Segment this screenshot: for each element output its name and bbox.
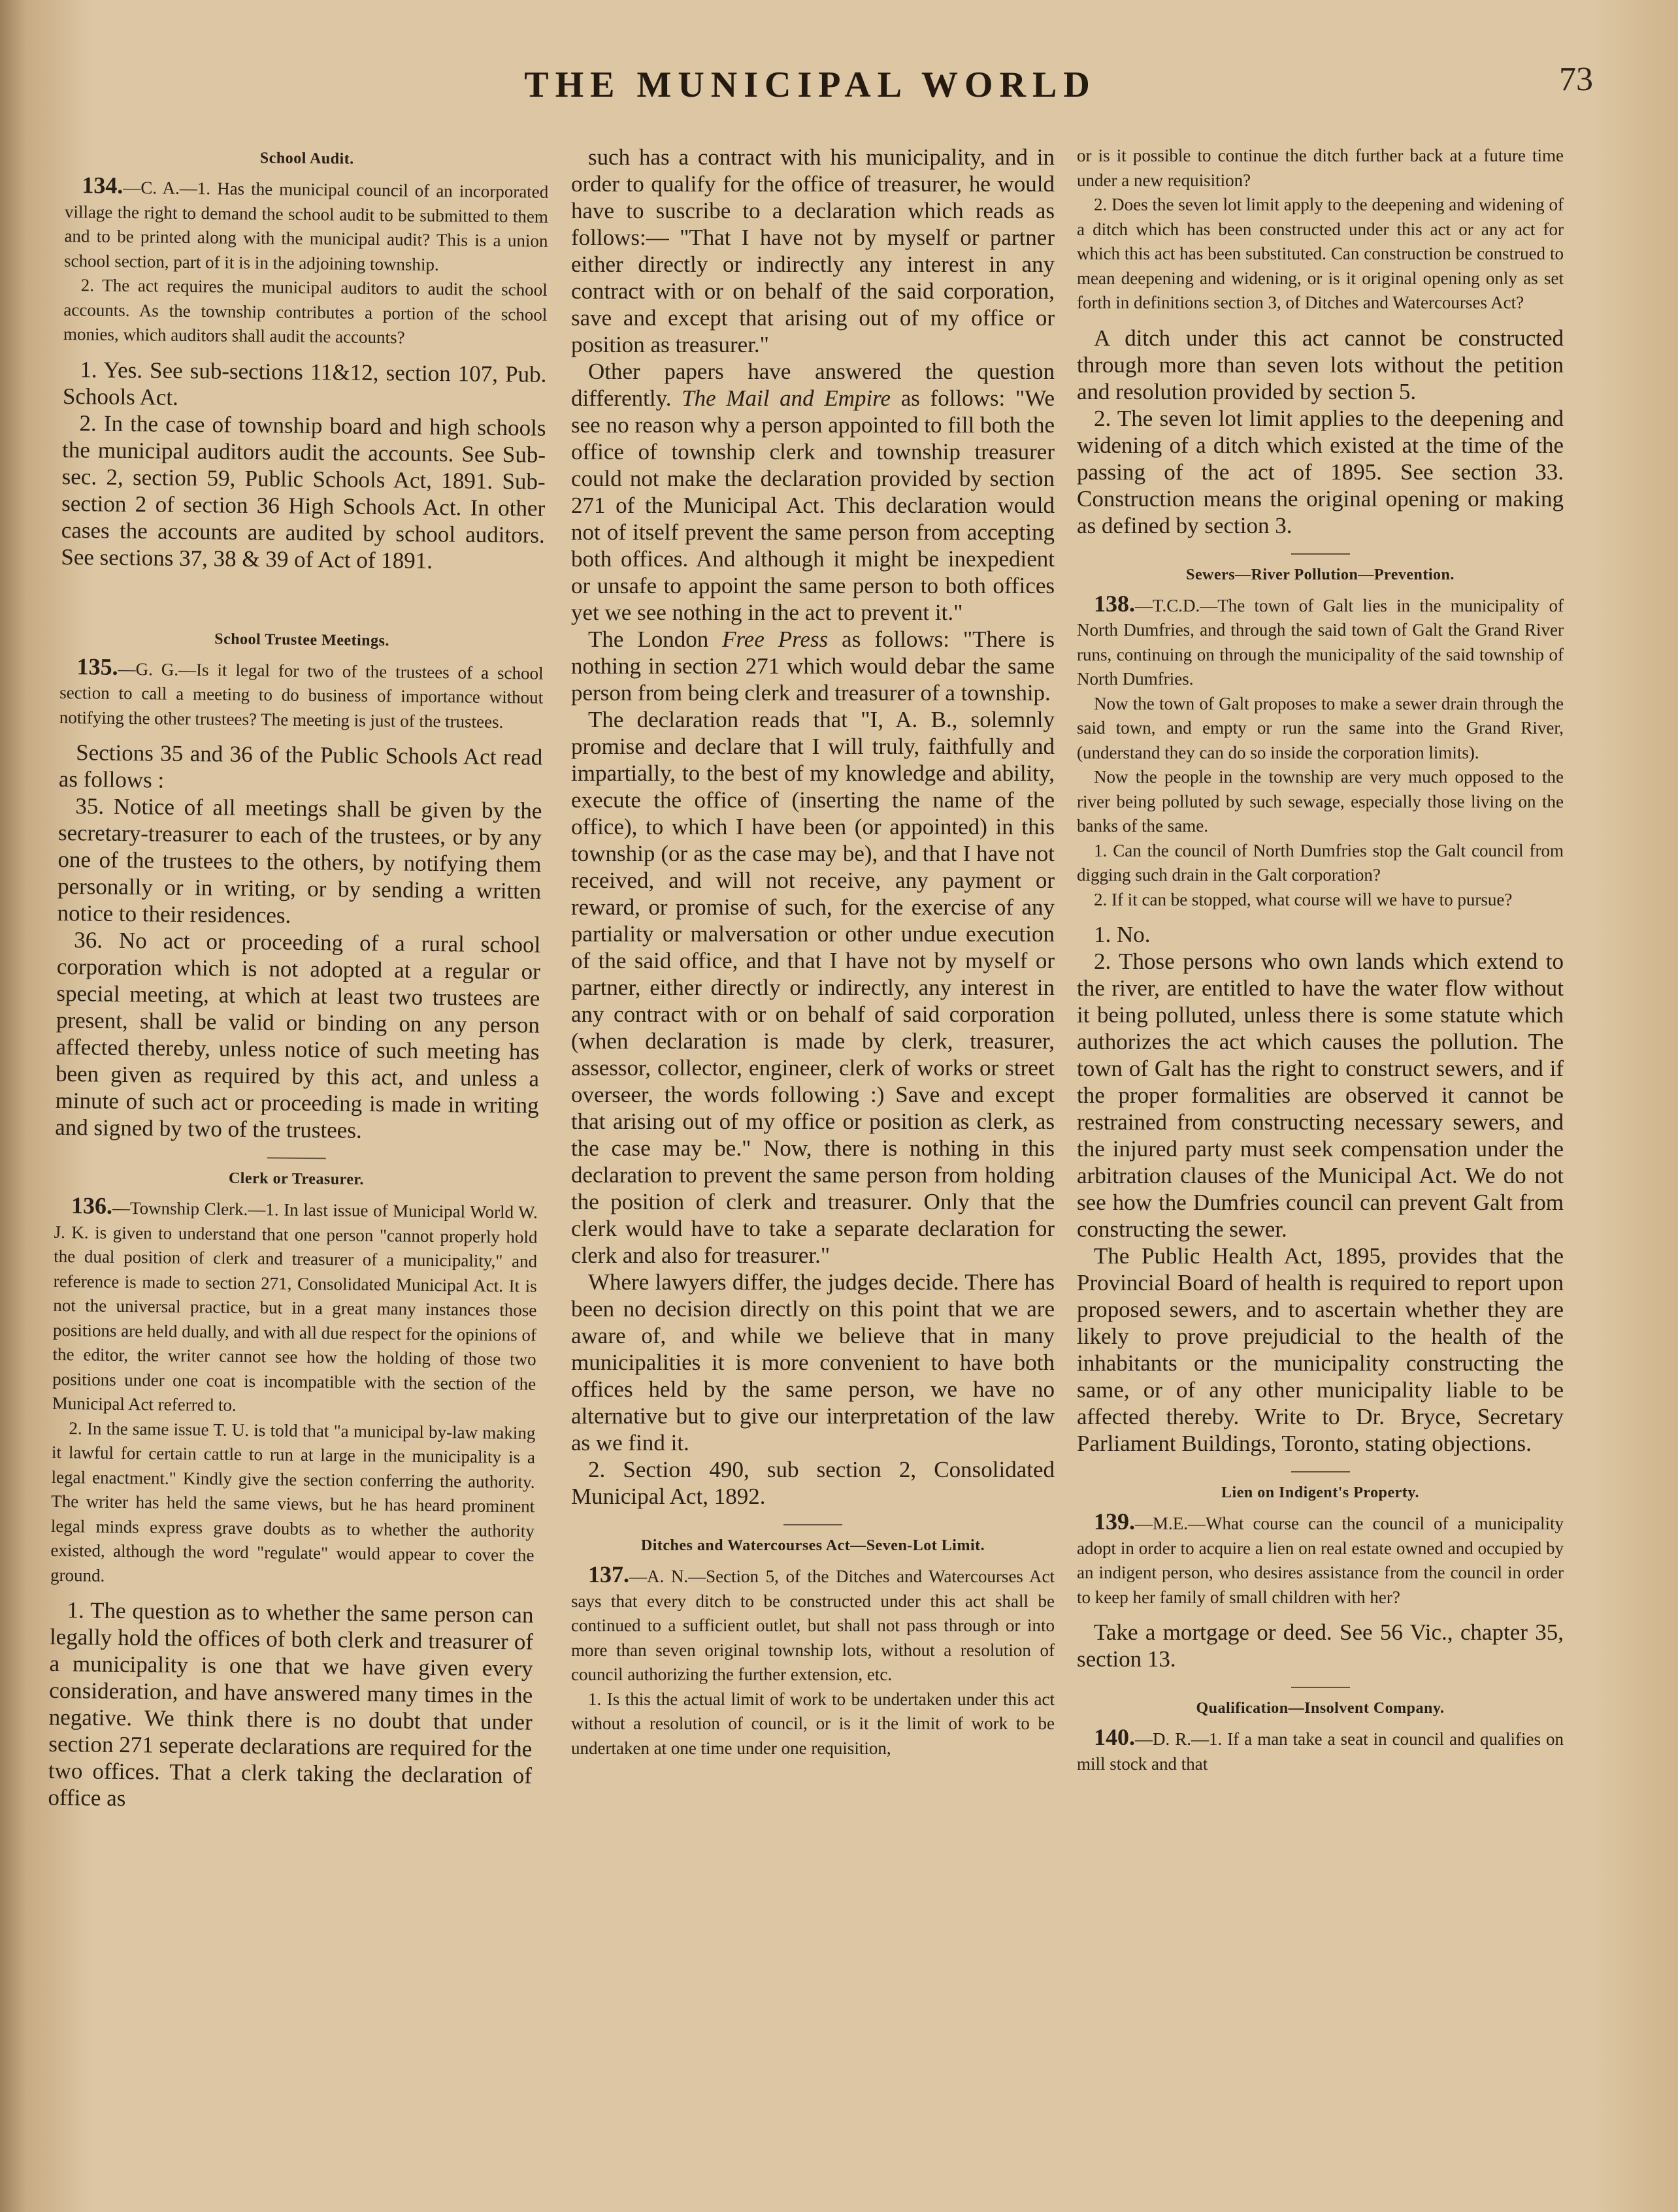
section-heading: Ditches and Watercourses Act—Seven-Lot Limit.: [640, 1537, 985, 1554]
question-text: —D. R.—1. If a man take a seat in council and qualifies on mill stock and that: [1077, 1729, 1564, 1774]
question-number: 135.: [76, 653, 118, 680]
question-text: —Township Clerk.—1. In last issue of Municipal World W. J. K. is given to understand that one person "cannot properly hold the dual position of clerk and treasurer of a municipality," and reference is made to section 271, Consolidated Municipal Act. It is not the universal practice, but in a great many instances those positions are held dually, and with all due respect for the opinions of the editor, the writer cannot see how the holding of those two positions under one coat is incompatible with the section of the Municipal Act referred to.: [52, 1197, 538, 1415]
section-heading: School Audit.: [259, 150, 354, 168]
question-140: [1077, 1725, 1564, 1776]
newspaper-title: The Mail and Empire: [682, 385, 891, 411]
section-heading: School Trustee Meetings.: [214, 630, 390, 649]
answer-text: A ditch under this act cannot be constructed through more than seven lots without the petition and resolution provided by section 5.: [1077, 325, 1564, 404]
question-text: —M.E.—What course can the council of a municipality adopt in order to acquire a lien on real estate owned and occupied by an indigent person, who desires assistance from the council in order to keep her family of small children with her?: [1077, 1514, 1564, 1607]
answer-text: 36. No act or proceeding of a rural school corporation which is not adopted at a regular or special meeting, at which at least two trustees are present, shall be valid or binding on any person affected thereby, unless notice of such meeting has been given as required by this act, and unless a minute of such act or proceeding is made in writing and signed by two of the trustees.: [55, 927, 541, 1143]
left-column: [44, 144, 549, 2191]
answer-text: 1. Yes. See sub-sections 11&12, section 107, Pub. Schools Act.: [62, 356, 547, 410]
question-136: [52, 1194, 538, 1421]
answer-text-run: as follows: "There is nothing in section 271 which would debar the same person from being clerk and treasurer of a township.: [571, 626, 1055, 706]
question-text: —G. G.—Is it legal for two of the trustees of a school section to call a meeting to do business of importance without notifying the other trustees? The meeting is just of the trustees.: [59, 659, 544, 732]
question-text: 2. If it can be stopped, what course will we have to pursue?: [1094, 889, 1513, 909]
page-number: 73: [1559, 61, 1593, 98]
answer-text: 1. The question as to whether the same person can legally hold the offices of both clerk and treasurer of a municipality is one that we have given every consideration, and have answered many times in the negative. We think there is no doubt that under section 271 seperate declarations are required for the two offices. That a clerk taking the declaration of office as: [48, 1597, 534, 1812]
question-text: 1. Is this the actual limit of work to be undertaken under this act without a resolution of council, or is it the limit of work to be undertaken at one time under one requisition,: [571, 1689, 1055, 1758]
question-135: [59, 654, 544, 734]
section-divider: [267, 1157, 326, 1159]
question-text: 2. The act requires the municipal auditors to audit the school accounts. As the township contributes a portion of the school monies, which auditors shall audit the accounts?: [63, 275, 548, 348]
section-divider: [1291, 1687, 1350, 1688]
answer-text: [571, 358, 1055, 626]
answer-text: 2. Those persons who own lands which extend to the river, are entitled to have the water flow without it being polluted, unless there is some statute which authorizes the act which causes the pollution. The town of Galt has the right to construct sewers, and if the proper formalities are observed it cannot be restrained from constructing necessary sewers, and the injured party must seek compensation under the arbitration clauses of the Municipal Act. We do not see how the Dumfries council can prevent Galt from constructing the sewer.: [1077, 949, 1564, 1242]
section-divider: [1291, 1471, 1350, 1472]
newspaper-title: Free Press: [722, 626, 829, 652]
answer-text-run: as follows: "We see no reason why a person appointed to fill both the office of township clerk and township treasurer could not make the declaration provided by section 271 of the Municipal Act. This declaration would not of itself prevent the same person from accepting both offices. And although it might be inexpedient or unsafe to appoint the same person to both offices yet we see nothing in the act to prevent it.": [571, 385, 1055, 625]
answer-text: such has a contract with his municipality, and in order to qualify for the office of treasurer, he would have to suscribe to a declaration which reads as follows:— "That I have not by myself or partner either directly or indirectly any interest in any contract with or on behalf of the said corporation, save and except that arising out of my office or position as treasurer.": [571, 144, 1055, 357]
section-divider: [1291, 553, 1350, 555]
running-head: [0, 61, 1678, 123]
masthead: THE MUNICIPAL WORLD: [524, 65, 1096, 105]
section-heading: Lien on Indigent's Property.: [1221, 1484, 1419, 1501]
question-text: —C. A.—1. Has the municipal council of an incorporated village the right to demand the school audit to be submitted to them and to be printed along with the municipal audit? This is a union school section, part of it is in the adjoining township.: [63, 177, 549, 274]
question-text: 2. Does the seven lot limit apply to the deepening and widening of a ditch which has been constructed under this act or any act for which this act has been substituted. Can construction be construed to mean deepening and widening, or is it original opening only as set forth in definitions section 3, of Ditches and Watercourses Act?: [1077, 195, 1564, 312]
section-divider: [783, 1524, 842, 1525]
question-text: 1. Can the council of North Dumfries stop the Galt council from digging such drain in the Galt corporation?: [1077, 840, 1564, 885]
answer-text: 2. Section 490, sub section 2, Consolidated Municipal Act, 1892.: [571, 1457, 1055, 1509]
question-text: —A. N.—Section 5, of the Ditches and Watercourses Act says that every ditch to be constructed under this act shall be continued to a sufficient outlet, but shall not pass through or into more than seven original township lots, without a resolution of council authorizing the further extension, etc.: [571, 1567, 1055, 1684]
answer-text: 2. The seven lot limit applies to the deepening and widening of a ditch which existed at the time of the passing of the act of 1895. See section 33. Construction means the original opening or making as defined by section 3.: [1077, 405, 1564, 538]
question-134: [64, 173, 549, 278]
answer-text: Take a mortgage or deed. See 56 Vic., chapter 35, section 13.: [1077, 1619, 1564, 1672]
answer-text-run: The London: [588, 626, 723, 652]
answer-text: 35. Notice of all meetings shall be given by the secretary-treasurer to each of the trustees, or by any one of the trustees to the others, by notifying them personally or in writing, or by sending a written notice to their residences.: [57, 793, 542, 928]
question-number: 134.: [82, 172, 123, 199]
question-text: or is it possible to continue the ditch further back at a future time under a new requisition?: [1077, 146, 1564, 190]
question-number: 137.: [588, 1561, 629, 1587]
question-137: [571, 1563, 1055, 1687]
answer-text: Sections 35 and 36 of the Public Schools Act read as follows :: [58, 740, 543, 793]
question-number: 138.: [1094, 590, 1135, 617]
answer-text: 1. No.: [1094, 922, 1151, 947]
section-heading: Clerk or Treasurer.: [228, 1169, 365, 1188]
question-number: 140.: [1094, 1724, 1135, 1750]
question-138: [1077, 592, 1564, 692]
middle-column: [571, 144, 1055, 2186]
right-column: [1077, 144, 1564, 2186]
question-number: 139.: [1094, 1508, 1135, 1535]
question-139: [1077, 1510, 1564, 1610]
section-heading: Sewers—River Pollution—Prevention.: [1186, 566, 1455, 583]
question-text: —T.C.D.—The town of Galt lies in the municipality of North Dumfries, and through the said town of Galt the Grand River runs, continuing on through the municipality of the said township of North Dumfries.: [1077, 595, 1564, 689]
answer-text: The declaration reads that "I, A. B., solemnly promise and declare that I will truly, faithfully and impartially, to the best of my knowledge and ability, execute the office of (inserting the name of the office), to which I have been (or appointed) in this township (or as the case may be), and that I have not received, and will not receive, any payment or reward, or promise of such, for the exercise of any partiality or malversation or other undue execution of the said office, and that I have not by myself or partner, either directly or indirectly, any interest in any contract with or on behalf of said corporation (when declaration is made by clerk, treasurer, assessor, collector, engineer, clerk of works or street overseer, the words following :) Save and except that arising out of my office or position as clerk, as the case may be." Now, there is nothing in this declaration to prevent the same person from holding the position of clerk and treasurer. Only that the clerk would have to take a separate declaration for clerk and also for treasurer.": [571, 707, 1055, 1268]
section-heading: Qualification—Insolvent Company.: [1196, 1700, 1445, 1717]
answer-text: [571, 626, 1055, 706]
answer-text: 2. In the case of township board and high schools the municipal auditors audit the accounts. See Sub-sec. 2, section 59, Public Schools Act, 1891. Sub-section 2 of section 36 High Schools Act. In other cases the accounts are audited by school auditors. See sections 37, 38 & 39 of Act of 1891.: [61, 410, 546, 574]
answer-text-run: Other papers have answered the question differently.: [571, 359, 1055, 411]
question-text: 2. In the same issue T. U. is told that "a municipal by-law making it lawful for certain cattle to run at large in the municipality is a legal enactment." Kindly give the section conferring the authority. The writer has held the same views, but he has heard prominent legal minds express grave doubts as to whether the authority existed, although the word "regulate" would appear to cover the ground.: [50, 1418, 536, 1586]
question-number: 136.: [71, 1192, 113, 1219]
question-text: Now the people in the township are very much opposed to the river being polluted by such sewage, especially those living on the banks of the same.: [1077, 767, 1564, 836]
answer-text: Where lawyers differ, the judges decide. There has been no decision directly on this point that we are aware of, and while we believe that in many municipalities it is more convenient to have both offices held by the same person, we have no alternative but to give our interpretation of the law as we find it.: [571, 1269, 1055, 1456]
answer-text: The Public Health Act, 1895, provides that the Provincial Board of health is required to report upon proposed sewers, and to ascertain whether they are likely to prove prejudicial to the health of the inhabitants or the municipality constructing the same, or of any other municipality liable to be affected thereby. Write to Dr. Bryce, Secretary Parliament Buildings, Toronto, stating objections.: [1077, 1243, 1564, 1456]
question-text: Now the town of Galt proposes to make a sewer drain through the said town, and empty or run the same into the Grand River, (understand they can do so inside the corporation limits).: [1077, 693, 1564, 762]
